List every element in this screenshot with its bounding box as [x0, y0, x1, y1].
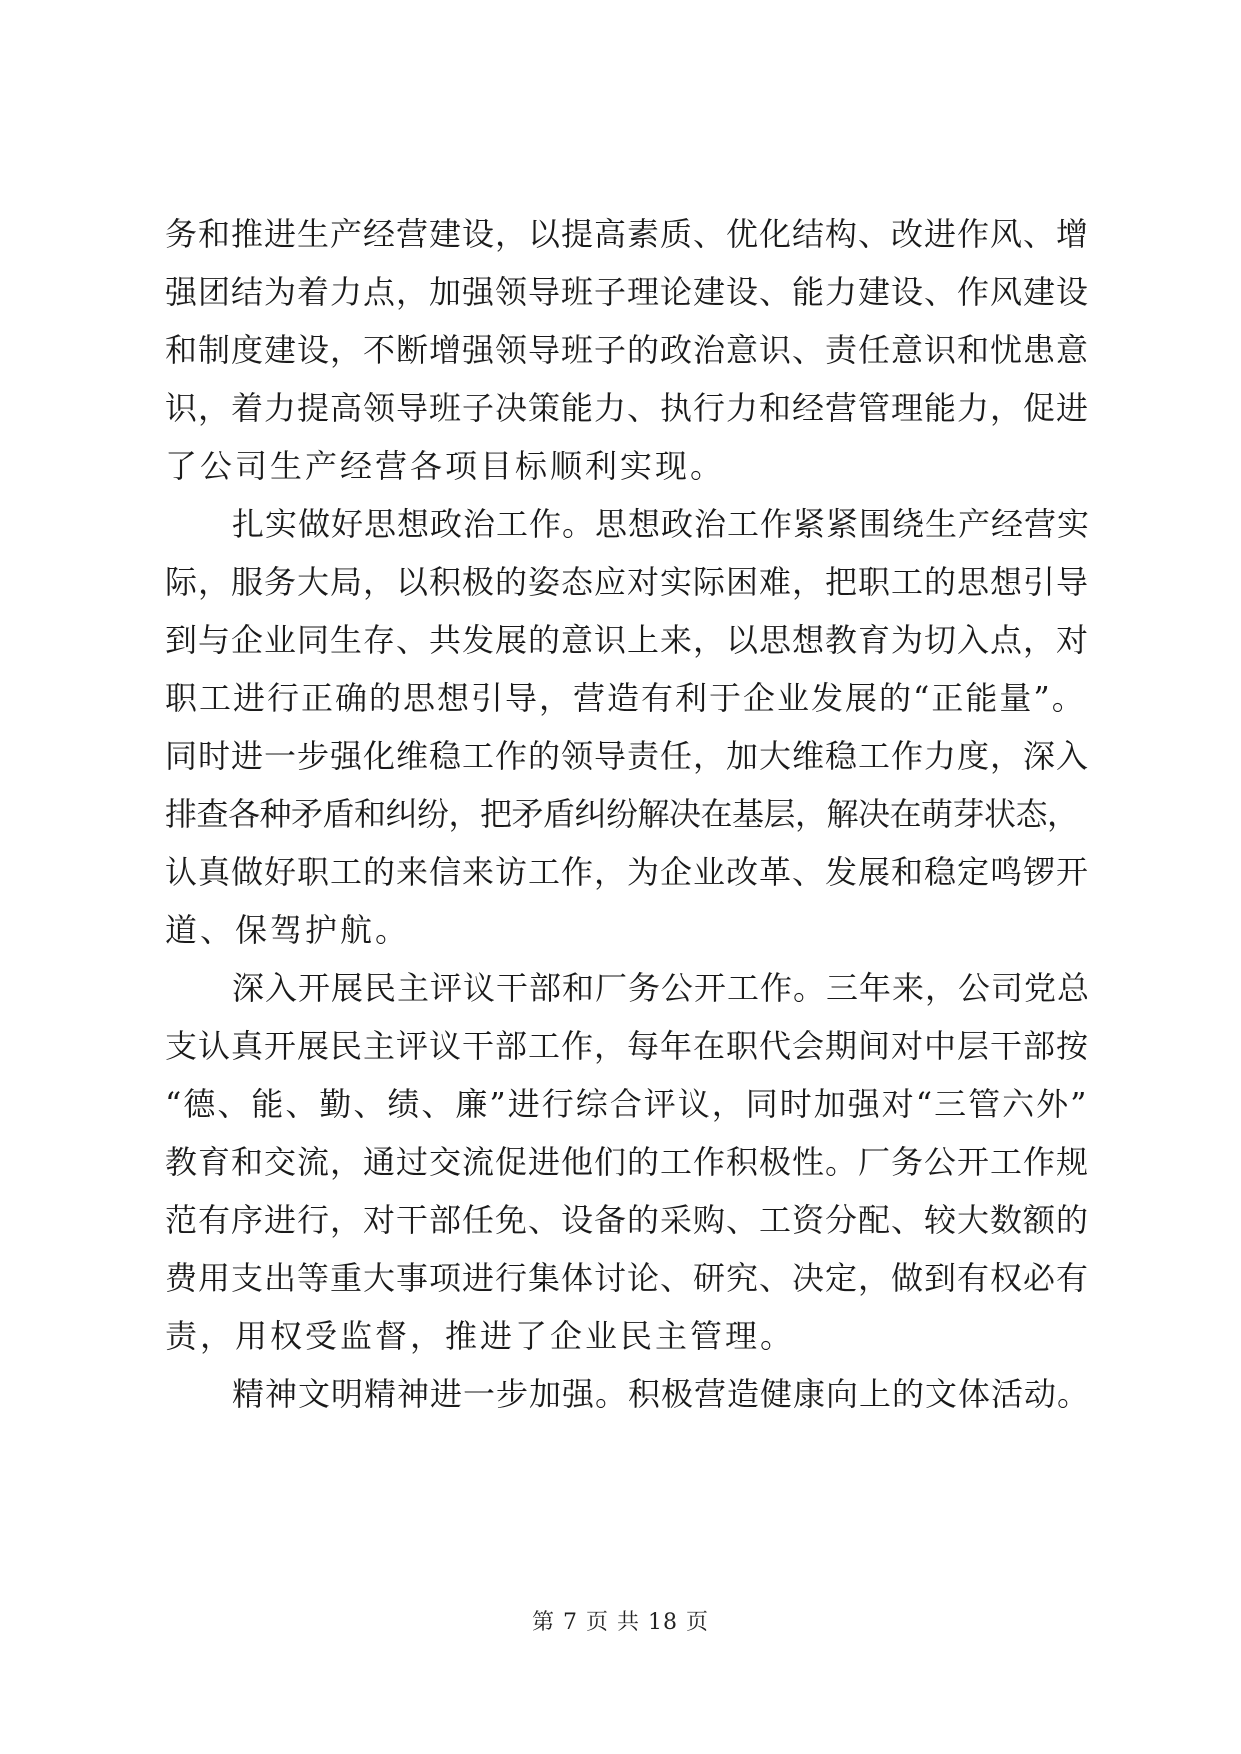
paragraph-start-line: 深入开展民主评议干部和厂务公开工作。三年来，公司党总 [232, 969, 1091, 1007]
text-line: 际，服务大局，以积极的姿态应对实际困难，把职工的思想引导 [165, 563, 1090, 601]
text-line: “德、能、勤、绩、廉”进行综合评议，同时加强对“三管六外” [165, 1085, 1089, 1123]
text-line: 了公司生产经营各项目标顺利实现。 [165, 447, 726, 485]
text-line: 排查各种矛盾和纠纷，把矛盾纠纷解决在基层，解决在萌芽状态， [165, 795, 1079, 833]
text-line: 强团结为着力点，加强领导班子理论建设、能力建设、作风建设 [165, 273, 1090, 311]
text-line: 费用支出等重大事项进行集体讨论、研究、决定，做到有权必有 [165, 1259, 1090, 1297]
text-line: 到与企业同生存、共发展的意识上来，以思想教育为切入点，对 [165, 621, 1090, 659]
text-line: 责，用权受监督，推进了企业民主管理。 [165, 1317, 796, 1355]
text-line: 认真做好职工的来信来访工作，为企业改革、发展和稳定鸣锣开 [165, 853, 1090, 891]
text-line: 务和推进生产经营建设，以提高素质、优化结构、改进作风、增 [165, 215, 1090, 253]
text-line: 教育和交流，通过交流促进他们的工作积极性。厂务公开工作规 [165, 1143, 1090, 1181]
text-line: 范有序进行，对干部任免、设备的采购、工资分配、较大数额的 [165, 1201, 1090, 1239]
text-line: 支认真开展民主评议干部工作，每年在职代会期间对中层干部按 [165, 1027, 1090, 1065]
paragraph-start-line: 扎实做好思想政治工作。思想政治工作紧紧围绕生产经营实 [232, 505, 1091, 543]
page-number-footer: 第 7 页 共 18 页 [532, 1610, 709, 1635]
text-line: 和制度建设，不断增强领导班子的政治意识、责任意识和忧患意 [165, 331, 1090, 369]
text-line: 识，着力提高领导班子决策能力、执行力和经营管理能力，促进 [165, 389, 1090, 427]
text-line: 道、保驾护航。 [165, 911, 411, 949]
paragraph-start-line: 精神文明精神进一步加强。积极营造健康向上的文体活动。 [232, 1375, 1091, 1413]
text-line: 同时进一步强化维稳工作的领导责任，加大维稳工作力度，深入 [165, 737, 1090, 775]
text-line: 职工进行正确的思想引导，营造有利于企业发展的“正能量”。 [165, 679, 1086, 717]
